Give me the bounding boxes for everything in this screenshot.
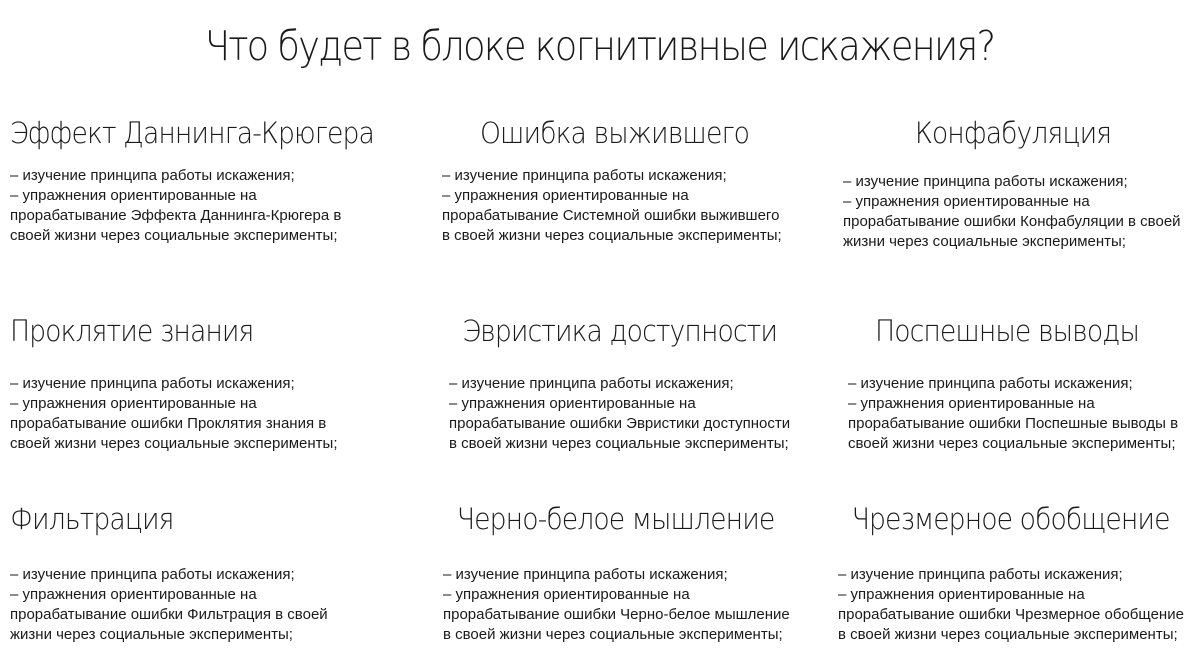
card-line: – изучение принципа работы искажения; (10, 375, 295, 392)
card-survivorship-bias (442, 115, 822, 246)
card-line: прорабатывание ошибки Фильтрация в своей (10, 606, 328, 623)
card-confabulation (843, 115, 1199, 252)
card-line: прорабатывание ошибки Черно-белое мышление (443, 606, 790, 623)
card-jumping-to-conclusions (848, 313, 1199, 454)
card-black-white-thinking (443, 501, 823, 645)
card-line: – изучение принципа работы искажения; (843, 173, 1128, 190)
card-line: прорабатывание ошибки Проклятия знания в (10, 415, 327, 432)
card-line: прорабатывание ошибки Эвристики доступности (449, 415, 791, 432)
card-title: Чрезмерное обобщение (851, 502, 1170, 536)
card-body (10, 166, 390, 246)
card-line: – изучение принципа работы искажения; (442, 167, 727, 184)
card-line: в своей жизни через социальные эксперименты; (443, 626, 783, 643)
card-body (848, 374, 1199, 454)
card-body (10, 565, 390, 645)
card-availability-heuristic (449, 313, 829, 454)
card-line: своей жизни через социальные эксперименты; (848, 435, 1176, 452)
card-title: Черно-белое мышление (456, 502, 775, 536)
card-curse-of-knowledge (10, 313, 390, 454)
card-line: – упражнения ориентированные на (10, 187, 257, 204)
card-line: – изучение принципа работы искажения; (10, 167, 295, 184)
card-body (838, 565, 1199, 645)
card-line: прорабатывание ошибки Конфабуляции в своей (843, 213, 1181, 230)
card-title: Конфабуляция (914, 116, 1112, 150)
card-title: Проклятие знания (10, 314, 254, 348)
card-line: – упражнения ориентированные на (838, 586, 1085, 603)
card-line: в своей жизни через социальные эксперименты; (449, 435, 789, 452)
card-line: – упражнения ориентированные на (449, 395, 696, 412)
card-filtering (10, 501, 390, 645)
card-title: Эвристика доступности (462, 314, 777, 348)
page-title: Что будет в блоке когнитивные искажения? (204, 22, 995, 70)
card-title: Ошибка выжившего (479, 116, 750, 150)
card-line: своей жизни через социальные эксперименты; (10, 227, 338, 244)
card-line: прорабатывание ошибки Поспешные выводы в (848, 415, 1179, 432)
card-line: прорабатывание Системной ошибки выжившего (442, 207, 780, 224)
card-line: своей жизни через социальные эксперименты; (10, 435, 338, 452)
card-body (843, 172, 1199, 252)
card-line: – изучение принципа работы искажения; (848, 375, 1133, 392)
card-line: – изучение принципа работы искажения; (449, 375, 734, 392)
card-dunning-kruger (10, 115, 390, 246)
card-line: прорабатывание ошибки Чрезмерное обобщение (838, 606, 1184, 623)
card-line: в своей жизни через социальные эксперименты; (442, 227, 782, 244)
card-line: – изучение принципа работы искажения; (443, 566, 728, 583)
card-line: в своей жизни через социальные эксперименты; (838, 626, 1178, 643)
card-line: – упражнения ориентированные на (10, 395, 257, 412)
card-line: прорабатывание Эффекта Даннинга-Крюгера в (10, 207, 342, 224)
card-line: – упражнения ориентированные на (843, 193, 1090, 210)
card-overgeneralization (838, 501, 1199, 645)
card-title: Эффект Даннинга-Крюгера (10, 116, 374, 150)
card-body (443, 565, 823, 645)
card-body (442, 166, 822, 246)
card-line: жизни через социальные эксперименты; (10, 626, 293, 643)
card-title: Поспешные выводы (875, 314, 1139, 348)
card-line: жизни через социальные эксперименты; (843, 233, 1126, 250)
card-body (10, 374, 390, 454)
card-line: – упражнения ориентированные на (848, 395, 1095, 412)
card-title: Фильтрация (10, 502, 174, 536)
card-line: – упражнения ориентированные на (443, 586, 690, 603)
card-line: – упражнения ориентированные на (10, 586, 257, 603)
card-line: – упражнения ориентированные на (442, 187, 689, 204)
card-line: – изучение принципа работы искажения; (838, 566, 1123, 583)
card-body (449, 374, 829, 454)
card-line: – изучение принципа работы искажения; (10, 566, 295, 583)
